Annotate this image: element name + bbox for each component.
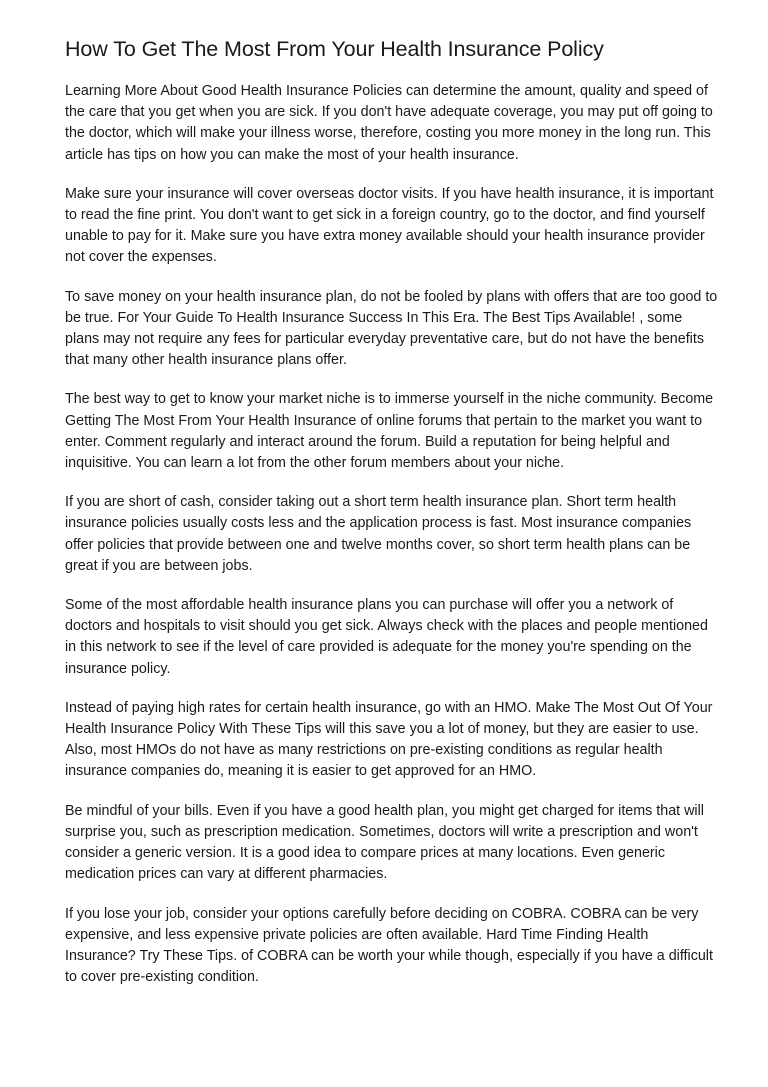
paragraph-short-term-plan: If you are short of cash, consider taking out a short term health insurance plan. Short term health insurance policies usually costs less and the application process is fast. Most insurance companies offer policies that provide between one and twelve months cover, so short term health plans can be great if you are between jobs.	[65, 494, 692, 574]
paragraph-cobra: If you lose your job, consider your options carefully before deciding on COBRA. COBRA can be very expensive, and less expensive private policies are often available. Hard Time Finding Health Insurance? Try These Tips. of COBRA can be worth your while though, especially if you have a difficult to cover pre-existing condition.	[65, 905, 713, 986]
paragraph-overseas-visits: Make sure your insurance will cover overseas doctor visits. If you have health insurance, it is important to read the fine print. You don't want to get sick in a foreign country, go to the doctor, and find yourself unable to pay for it. Make sure you have extra money available should your health insurance provider not cover the expenses.	[65, 185, 714, 266]
paragraph-affordable-plans: Some of the most affordable health insurance plans you can purchase will offer you a network of doctors and hospitals to visit should you get sick. Always check with the places and people mentioned in this network to see if the level of care provided is adequate for the money you're spending on the insurance policy.	[65, 597, 708, 677]
paragraph-save-money: To save money on your health insurance plan, do not be fooled by plans with offers that are too good to be true. For Your Guide To Health Insurance Success In This Era. The Best Tips Available! , some plans may not require any fees for particular everyday preventative care, but do not have the benefits that many other health insurance plans offer.	[65, 288, 718, 369]
paragraph-intro: Learning More About Good Health Insurance Policies can determine the amount, quality and speed of the care that you get when you are sick. If you don't have adequate coverage, you may put off going to the doctor, which will make your illness worse, therefore, costing you more money in the long run. This article has tips on how you can make the most of your health insurance.	[65, 83, 713, 163]
paragraph-hmo: Instead of paying high rates for certain health insurance, go with an HMO. Make The Most Out Of Your Health Insurance Policy With These Tips will this save you a lot of money, but they are easier to use. Also, most HMOs do not have as many restrictions on pre-existing conditions as regular health insurance companies do, meaning it is easier to get approved for an HMO.	[65, 699, 713, 780]
document-page	[65, 34, 720, 1006]
paragraph-market-niche: The best way to get to know your market niche is to immerse yourself in the niche community. Become Getting The Most From Your Health Insurance of online forums that pertain to the market you want to enter. Comment regularly and interact around the forum. Build a reputation for being helpful and inquisitive. You can learn a lot from the other forum members about your niche.	[65, 391, 714, 472]
paragraph-bills: Be mindful of your bills. Even if you have a good health plan, you might get charged for items that will surprise you, such as prescription medication. Sometimes, doctors will write a prescription and won't consider a generic version. It is a good idea to compare prices at many locations. Even generic medication prices can vary at different pharmacies.	[65, 802, 704, 883]
page-title: How To Get The Most From Your Health Insurance Policy	[65, 37, 604, 61]
